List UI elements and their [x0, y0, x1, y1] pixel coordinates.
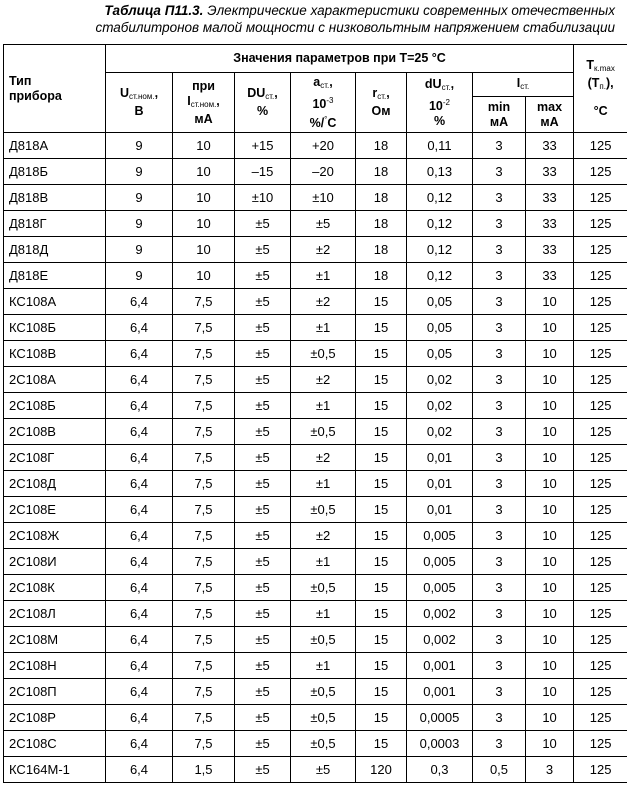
- value-cell: ±10: [291, 185, 356, 211]
- value-cell: 10: [173, 263, 235, 289]
- value-cell: ±1: [291, 393, 356, 419]
- value-cell: 125: [574, 497, 627, 523]
- value-cell: 10: [526, 575, 574, 601]
- device-type-cell: 2С108Г: [4, 445, 106, 471]
- value-cell: 10: [526, 315, 574, 341]
- value-cell: 3: [473, 315, 526, 341]
- value-cell: 15: [356, 653, 407, 679]
- table-row: [4, 315, 627, 341]
- device-type-cell: КС108А: [4, 289, 106, 315]
- value-cell: 15: [356, 705, 407, 731]
- value-cell: 3: [473, 159, 526, 185]
- value-cell: 10: [173, 159, 235, 185]
- value-cell: 3: [473, 185, 526, 211]
- table-row: [4, 523, 627, 549]
- device-type-cell: 2С108И: [4, 549, 106, 575]
- caption-label: Таблица П11.3.: [104, 3, 204, 18]
- value-cell: 3: [473, 627, 526, 653]
- value-cell: 9: [106, 133, 173, 159]
- value-cell: ±0,5: [291, 341, 356, 367]
- value-cell: 125: [574, 757, 627, 783]
- value-cell: ±2: [291, 445, 356, 471]
- value-cell: ±0,5: [291, 419, 356, 445]
- value-cell: 120: [356, 757, 407, 783]
- value-cell: 18: [356, 211, 407, 237]
- table-row: [4, 367, 627, 393]
- value-cell: 7,5: [173, 341, 235, 367]
- value-cell: 3: [473, 419, 526, 445]
- value-cell: 6,4: [106, 393, 173, 419]
- value-cell: 7,5: [173, 419, 235, 445]
- value-cell: ±0,5: [291, 731, 356, 757]
- value-cell: 10: [526, 367, 574, 393]
- value-cell: ±5: [235, 705, 291, 731]
- value-cell: 18: [356, 263, 407, 289]
- device-type-cell: Д818Б: [4, 159, 106, 185]
- device-type-cell: 2С108Е: [4, 497, 106, 523]
- value-cell: ±0,5: [291, 705, 356, 731]
- table-header: [4, 45, 627, 133]
- value-cell: 15: [356, 549, 407, 575]
- value-cell: 3: [473, 263, 526, 289]
- value-cell: 10: [526, 653, 574, 679]
- value-cell: 125: [574, 653, 627, 679]
- value-cell: 7,5: [173, 731, 235, 757]
- value-cell: 3: [473, 601, 526, 627]
- table-row: [4, 341, 627, 367]
- header-ist-min: min мА: [473, 97, 526, 133]
- value-cell: 125: [574, 549, 627, 575]
- value-cell: ±5: [235, 471, 291, 497]
- table-row: [4, 419, 627, 445]
- value-cell: ±1: [291, 549, 356, 575]
- table-row: [4, 185, 627, 211]
- value-cell: 9: [106, 159, 173, 185]
- value-cell: 125: [574, 679, 627, 705]
- value-cell: ±5: [235, 731, 291, 757]
- header-temp-coef: $a_{ст.}$, $10^{-3}$ %/°C: [291, 73, 356, 133]
- header-du: $DU_{ст.}$, %: [235, 73, 291, 133]
- value-cell: 0,05: [407, 341, 473, 367]
- value-cell: 10: [526, 289, 574, 315]
- value-cell: 7,5: [173, 497, 235, 523]
- value-cell: 6,4: [106, 653, 173, 679]
- value-cell: 33: [526, 263, 574, 289]
- value-cell: 0,02: [407, 393, 473, 419]
- device-type-cell: 2С108К: [4, 575, 106, 601]
- value-cell: ±1: [291, 601, 356, 627]
- value-cell: 10: [526, 679, 574, 705]
- table-row: [4, 133, 627, 159]
- value-cell: 15: [356, 627, 407, 653]
- value-cell: ±1: [291, 471, 356, 497]
- value-cell: 0,05: [407, 315, 473, 341]
- value-cell: ±2: [291, 237, 356, 263]
- value-cell: 15: [356, 445, 407, 471]
- value-cell: 3: [473, 211, 526, 237]
- value-cell: 10: [526, 523, 574, 549]
- device-type-cell: 2С108В: [4, 419, 106, 445]
- value-cell: 10: [526, 341, 574, 367]
- value-cell: 0,01: [407, 445, 473, 471]
- value-cell: 6,4: [106, 549, 173, 575]
- device-type-cell: 2С108Н: [4, 653, 106, 679]
- header-dup: $dU_{ст.}$, $10^{-2}$ %: [407, 73, 473, 133]
- value-cell: –20: [291, 159, 356, 185]
- table-body: [4, 133, 627, 783]
- value-cell: ±0,5: [291, 497, 356, 523]
- value-cell: 125: [574, 601, 627, 627]
- value-cell: 15: [356, 575, 407, 601]
- table-row: [4, 705, 627, 731]
- value-cell: ±5: [235, 627, 291, 653]
- table-row: [4, 757, 627, 783]
- value-cell: 6,4: [106, 367, 173, 393]
- device-type-cell: Д818Д: [4, 237, 106, 263]
- device-type-cell: 2С108Л: [4, 601, 106, 627]
- value-cell: 7,5: [173, 653, 235, 679]
- value-cell: ±5: [235, 211, 291, 237]
- value-cell: ±0,5: [291, 575, 356, 601]
- value-cell: 3: [473, 653, 526, 679]
- value-cell: 7,5: [173, 289, 235, 315]
- value-cell: 10: [526, 445, 574, 471]
- value-cell: 15: [356, 497, 407, 523]
- header-tmax: $T_{к.max}$ $(T_{п.})$, °C: [574, 45, 627, 133]
- value-cell: ±1: [291, 653, 356, 679]
- value-cell: 0,001: [407, 653, 473, 679]
- value-cell: 0,002: [407, 601, 473, 627]
- value-cell: 7,5: [173, 445, 235, 471]
- caption-line-1: [0, 2, 615, 19]
- device-type-cell: 2С108Р: [4, 705, 106, 731]
- value-cell: ±5: [235, 601, 291, 627]
- value-cell: 0,02: [407, 367, 473, 393]
- table-row: [4, 679, 627, 705]
- value-cell: 33: [526, 133, 574, 159]
- value-cell: 15: [356, 601, 407, 627]
- device-type-cell: Д818Е: [4, 263, 106, 289]
- value-cell: 10: [526, 549, 574, 575]
- value-cell: 33: [526, 185, 574, 211]
- device-type-cell: 2С108М: [4, 627, 106, 653]
- value-cell: 125: [574, 367, 627, 393]
- value-cell: 33: [526, 159, 574, 185]
- value-cell: ±5: [291, 211, 356, 237]
- value-cell: 15: [356, 289, 407, 315]
- value-cell: 10: [526, 627, 574, 653]
- value-cell: 125: [574, 471, 627, 497]
- value-cell: 6,4: [106, 575, 173, 601]
- value-cell: 10: [526, 419, 574, 445]
- value-cell: +20: [291, 133, 356, 159]
- value-cell: +15: [235, 133, 291, 159]
- value-cell: 7,5: [173, 549, 235, 575]
- table-row: [4, 263, 627, 289]
- table-row: [4, 601, 627, 627]
- value-cell: ±5: [235, 367, 291, 393]
- value-cell: ±2: [291, 523, 356, 549]
- value-cell: 6,4: [106, 601, 173, 627]
- value-cell: 0,005: [407, 549, 473, 575]
- value-cell: 125: [574, 705, 627, 731]
- value-cell: 3: [473, 523, 526, 549]
- value-cell: 125: [574, 185, 627, 211]
- value-cell: ±5: [235, 757, 291, 783]
- value-cell: ±5: [235, 549, 291, 575]
- value-cell: 7,5: [173, 575, 235, 601]
- value-cell: 3: [473, 445, 526, 471]
- device-type-cell: КС164М-1: [4, 757, 106, 783]
- value-cell: 3: [473, 471, 526, 497]
- value-cell: ±5: [235, 237, 291, 263]
- header-current-nominal: при $I_{ст.ном.}$, мА: [173, 73, 235, 133]
- value-cell: 0,3: [407, 757, 473, 783]
- value-cell: 15: [356, 731, 407, 757]
- value-cell: ±5: [235, 393, 291, 419]
- value-cell: 9: [106, 185, 173, 211]
- value-cell: ±5: [235, 445, 291, 471]
- value-cell: 3: [473, 237, 526, 263]
- value-cell: 0,01: [407, 497, 473, 523]
- table-row: [4, 549, 627, 575]
- device-type-cell: 2С108Б: [4, 393, 106, 419]
- value-cell: 125: [574, 159, 627, 185]
- header-ucm: $U_{ст.ном.}$, В: [106, 73, 173, 133]
- value-cell: ±5: [235, 289, 291, 315]
- value-cell: 18: [356, 185, 407, 211]
- value-cell: 10: [173, 211, 235, 237]
- value-cell: 0,12: [407, 211, 473, 237]
- value-cell: 33: [526, 237, 574, 263]
- device-type-cell: 2С108А: [4, 367, 106, 393]
- value-cell: 7,5: [173, 627, 235, 653]
- value-cell: 125: [574, 575, 627, 601]
- value-cell: ±5: [235, 653, 291, 679]
- table-row: [4, 237, 627, 263]
- value-cell: 0,12: [407, 237, 473, 263]
- header-ist-max: max мА: [526, 97, 574, 133]
- table-row: [4, 393, 627, 419]
- value-cell: 125: [574, 393, 627, 419]
- value-cell: 3: [473, 133, 526, 159]
- table-row: [4, 471, 627, 497]
- value-cell: –15: [235, 159, 291, 185]
- value-cell: 6,4: [106, 627, 173, 653]
- value-cell: 6,4: [106, 705, 173, 731]
- value-cell: ±10: [235, 185, 291, 211]
- value-cell: 6,4: [106, 679, 173, 705]
- stabilitron-table: [3, 44, 627, 783]
- value-cell: 10: [526, 497, 574, 523]
- header-resistance: $r_{ст.}$, Ом: [356, 73, 407, 133]
- value-cell: 18: [356, 159, 407, 185]
- table-row: [4, 627, 627, 653]
- value-cell: ±1: [291, 315, 356, 341]
- value-cell: ±2: [291, 367, 356, 393]
- value-cell: 6,4: [106, 497, 173, 523]
- device-type-cell: Д818Г: [4, 211, 106, 237]
- value-cell: 125: [574, 289, 627, 315]
- value-cell: 0,002: [407, 627, 473, 653]
- value-cell: ±2: [291, 289, 356, 315]
- value-cell: 18: [356, 237, 407, 263]
- value-cell: 3: [473, 731, 526, 757]
- value-cell: 125: [574, 731, 627, 757]
- device-type-cell: 2С108Д: [4, 471, 106, 497]
- value-cell: 7,5: [173, 367, 235, 393]
- value-cell: ±5: [235, 497, 291, 523]
- value-cell: ±0,5: [291, 627, 356, 653]
- header-group: Значения параметров при T=25 °C: [106, 45, 574, 73]
- value-cell: 125: [574, 133, 627, 159]
- value-cell: 7,5: [173, 523, 235, 549]
- value-cell: 3: [473, 367, 526, 393]
- value-cell: 33: [526, 211, 574, 237]
- value-cell: 3: [473, 575, 526, 601]
- device-type-cell: 2С108П: [4, 679, 106, 705]
- value-cell: ±5: [235, 419, 291, 445]
- device-type-cell: КС108Б: [4, 315, 106, 341]
- value-cell: 10: [173, 185, 235, 211]
- value-cell: ±5: [235, 263, 291, 289]
- value-cell: 6,4: [106, 315, 173, 341]
- value-cell: ±5: [235, 315, 291, 341]
- value-cell: 18: [356, 133, 407, 159]
- value-cell: 0,13: [407, 159, 473, 185]
- table-row: [4, 497, 627, 523]
- value-cell: 9: [106, 237, 173, 263]
- value-cell: 9: [106, 211, 173, 237]
- value-cell: 0,12: [407, 263, 473, 289]
- value-cell: 3: [473, 549, 526, 575]
- device-type-cell: КС108В: [4, 341, 106, 367]
- value-cell: ±5: [291, 757, 356, 783]
- value-cell: 3: [473, 679, 526, 705]
- table-row: [4, 211, 627, 237]
- value-cell: 3: [526, 757, 574, 783]
- value-cell: ±1: [291, 263, 356, 289]
- value-cell: 125: [574, 419, 627, 445]
- value-cell: 0,02: [407, 419, 473, 445]
- value-cell: 7,5: [173, 679, 235, 705]
- value-cell: 15: [356, 419, 407, 445]
- table-row: [4, 289, 627, 315]
- value-cell: 6,4: [106, 757, 173, 783]
- table-row: [4, 731, 627, 757]
- value-cell: 7,5: [173, 393, 235, 419]
- value-cell: 6,4: [106, 341, 173, 367]
- value-cell: 0,0003: [407, 731, 473, 757]
- device-type-cell: 2С108Ж: [4, 523, 106, 549]
- value-cell: ±5: [235, 341, 291, 367]
- value-cell: ±5: [235, 679, 291, 705]
- value-cell: 9: [106, 263, 173, 289]
- caption-text-1: Электрические характеристики современных отечественных: [207, 3, 615, 18]
- value-cell: 7,5: [173, 705, 235, 731]
- value-cell: 0,05: [407, 289, 473, 315]
- table-row: [4, 653, 627, 679]
- value-cell: 15: [356, 471, 407, 497]
- value-cell: 125: [574, 237, 627, 263]
- value-cell: 0,12: [407, 185, 473, 211]
- value-cell: 3: [473, 341, 526, 367]
- value-cell: 10: [526, 393, 574, 419]
- value-cell: ±0,5: [291, 679, 356, 705]
- value-cell: 10: [173, 133, 235, 159]
- value-cell: 10: [526, 471, 574, 497]
- value-cell: 0,005: [407, 575, 473, 601]
- value-cell: 125: [574, 445, 627, 471]
- device-type-cell: Д818А: [4, 133, 106, 159]
- value-cell: 0,5: [473, 757, 526, 783]
- value-cell: 15: [356, 523, 407, 549]
- value-cell: 15: [356, 341, 407, 367]
- value-cell: 3: [473, 289, 526, 315]
- value-cell: 125: [574, 523, 627, 549]
- value-cell: 0,0005: [407, 705, 473, 731]
- value-cell: 125: [574, 211, 627, 237]
- value-cell: 7,5: [173, 601, 235, 627]
- header-type: Тип прибора: [4, 45, 106, 133]
- value-cell: 10: [526, 705, 574, 731]
- value-cell: ±5: [235, 575, 291, 601]
- table-row: [4, 445, 627, 471]
- device-type-cell: Д818В: [4, 185, 106, 211]
- table-caption: [0, 2, 615, 36]
- value-cell: 3: [473, 705, 526, 731]
- value-cell: 6,4: [106, 523, 173, 549]
- value-cell: 6,4: [106, 471, 173, 497]
- value-cell: 10: [526, 601, 574, 627]
- value-cell: 125: [574, 263, 627, 289]
- value-cell: 1,5: [173, 757, 235, 783]
- value-cell: 0,005: [407, 523, 473, 549]
- table-row: [4, 575, 627, 601]
- value-cell: 10: [526, 731, 574, 757]
- value-cell: 6,4: [106, 445, 173, 471]
- table-row: [4, 159, 627, 185]
- value-cell: ±5: [235, 523, 291, 549]
- value-cell: 6,4: [106, 289, 173, 315]
- value-cell: 0,11: [407, 133, 473, 159]
- value-cell: 15: [356, 315, 407, 341]
- value-cell: 15: [356, 367, 407, 393]
- caption-text-2: стабилитронов малой мощности с низковольтным напряжением стабилизации: [95, 20, 615, 35]
- value-cell: 0,001: [407, 679, 473, 705]
- value-cell: 3: [473, 497, 526, 523]
- value-cell: 15: [356, 679, 407, 705]
- value-cell: 0,01: [407, 471, 473, 497]
- value-cell: 125: [574, 315, 627, 341]
- value-cell: 7,5: [173, 471, 235, 497]
- value-cell: 10: [173, 237, 235, 263]
- value-cell: 125: [574, 627, 627, 653]
- header-ist: $I_{ст.}$: [473, 73, 574, 97]
- value-cell: 6,4: [106, 731, 173, 757]
- value-cell: 125: [574, 341, 627, 367]
- device-type-cell: 2С108С: [4, 731, 106, 757]
- value-cell: 6,4: [106, 419, 173, 445]
- value-cell: 7,5: [173, 315, 235, 341]
- value-cell: 3: [473, 393, 526, 419]
- value-cell: 15: [356, 393, 407, 419]
